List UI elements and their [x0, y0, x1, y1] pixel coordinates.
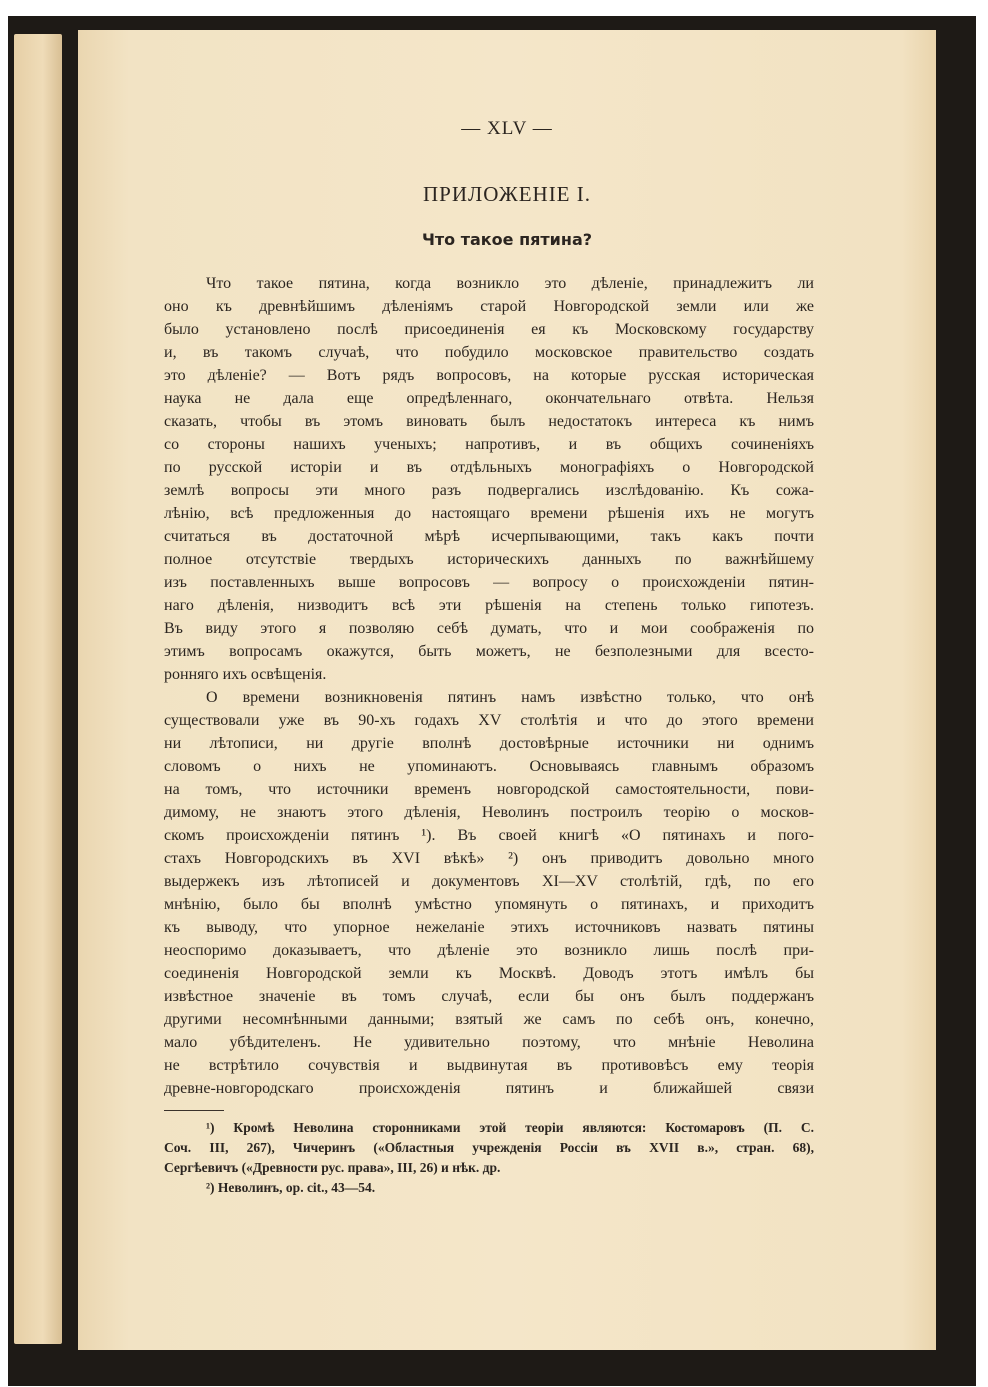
text-line: по русской исторіи и въ отдѣльныхъ монографіяхъ о Новгородской — [164, 459, 814, 476]
text-line: изъ поставленныхъ выше вопросовъ — вопросу о происхожденіи пятин- — [164, 574, 814, 591]
text-line: О времени возникновенія пятинъ намъ извѣстно только, что онѣ — [206, 689, 814, 706]
text-line: этимъ вопросамъ окажутся, быть можетъ, не безполезными для всесто- — [164, 643, 814, 660]
text-line: наго дѣленія, низводитъ всѣ эти рѣшенія на степень только гипотезъ. — [164, 597, 814, 614]
text-line: къ выводу, что упорное нежеланіе этихъ источниковъ назвать пятины — [164, 919, 814, 936]
text-line: полное отсутствіе твердыхъ историческихъ данныхъ по важнѣйшему — [164, 551, 814, 568]
text-line: димому, не знаютъ этого дѣленія, Неволинъ построилъ теорію о москов- — [164, 804, 814, 821]
text-line: другими несомнѣнными данными; взятый же самъ по себѣ онъ, конечно, — [164, 1011, 814, 1028]
section-subtitle: Что такое пятина? — [421, 230, 593, 249]
text-line: наука не дала еще опредѣленнаго, окончательнаго отвѣта. Нельзя — [164, 390, 814, 407]
text-line: это дѣленіе? — Вотъ рядъ вопросовъ, на которые русская историческая — [164, 367, 814, 384]
text-line: землѣ вопросы эти много разъ подвергались изслѣдованію. Къ сожа- — [164, 482, 814, 499]
text-line: неоспоримо доказываетъ, что дѣленіе это возникло лишь послѣ при- — [164, 942, 814, 959]
text-line: мало убѣдителенъ. Не удивительно поэтому, что мнѣніе Неволина — [164, 1034, 814, 1051]
text-line: мнѣнію, было бы вполнѣ умѣстно упомянуть о пятинахъ, и приходитъ — [164, 896, 814, 913]
text-line: древне-новгородскаго происхожденія пятинъ и ближайшей связи — [164, 1080, 814, 1097]
text-line: Что такое пятина, когда возникло это дѣленіе, принадлежитъ ли — [206, 275, 814, 292]
footnotes — [164, 1118, 814, 1198]
footnote-line: ¹) Кромѣ Неволина сторонниками этой теоріи являются: Костомаровъ (П. С. — [206, 1120, 814, 1135]
text-line: словомъ о нихъ не упоминаютъ. Основываясь главнымъ образомъ — [164, 758, 814, 775]
footnote-line: ²) Неволинъ, op. cit., 43—54. — [206, 1180, 376, 1195]
text-line: скомъ происхожденіи пятинъ ¹). Въ своей книгѣ «О пятинахъ и пого- — [164, 827, 814, 844]
text-line: извѣстное значеніе въ томъ случаѣ, если бы онъ былъ поддержанъ — [164, 988, 814, 1005]
footnote-line: Сергѣевичъ («Древности рус. права», III, 26) и нѣк. др. — [164, 1160, 501, 1175]
text-line: было установлено послѣ присоединенія ея къ Московскому государству — [164, 321, 814, 338]
text-line: оно къ древнѣйшимъ дѣленіямъ старой Новгородской земли или же — [164, 298, 814, 315]
text-line: лѣнію, всѣ предложенныя до настоящаго времени рѣшенія ихъ не могутъ — [164, 505, 814, 522]
footnote-divider — [164, 1110, 224, 1111]
appendix-title: ПРИЛОЖЕНІЕ I. — [422, 182, 592, 206]
text-line: выдержекъ изъ лѣтописей и документовъ XI—XV столѣтій, гдѣ, по его — [164, 873, 814, 890]
text-line: соединенія Новгородской земли къ Москвѣ. Доводъ этотъ имѣлъ бы — [164, 965, 814, 982]
text-line: со стороны нашихъ ученыхъ; напротивъ, и въ общихъ сочиненіяхъ — [164, 436, 814, 453]
left-page-edge — [14, 34, 62, 1344]
text-line: ронняго ихъ освѣщенія. — [164, 666, 327, 683]
book-page — [78, 30, 936, 1350]
text-line: Въ виду этого я позволяю себѣ думать, что и мои соображенія по — [164, 620, 814, 637]
page-number: — XLV — — [461, 118, 553, 139]
body-text — [164, 272, 814, 1100]
text-line: сказать, чтобы въ этомъ виновать былъ недостатокъ интереса къ нимъ — [164, 413, 814, 430]
text-line: на томъ, что источники временъ новгородской самостоятельности, пови- — [164, 781, 814, 798]
footnote-line: Соч. III, 267), Чичеринъ («Областныя учрежденія Россіи въ XVII в.», стран. 68), — [164, 1140, 814, 1155]
text-line: ни лѣтописи, ни другіе вполнѣ достовѣрные источники ни однимъ — [164, 735, 814, 752]
text-line: существовали уже въ 90-хъ годахъ XV столѣтія и что до этого времени — [164, 712, 814, 729]
text-line: не встрѣтило сочувствія и выдвинутая въ противовѣсъ ему теорія — [164, 1057, 814, 1074]
text-line: считаться въ достаточной мѣрѣ исчерпывающими, такъ какъ почти — [164, 528, 814, 545]
text-line: стахъ Новгородскихъ въ XVI вѣкѣ» ²) онъ приводитъ довольно много — [164, 850, 814, 867]
text-line: и, въ такомъ случаѣ, что побудило московское правительство создать — [164, 344, 814, 361]
